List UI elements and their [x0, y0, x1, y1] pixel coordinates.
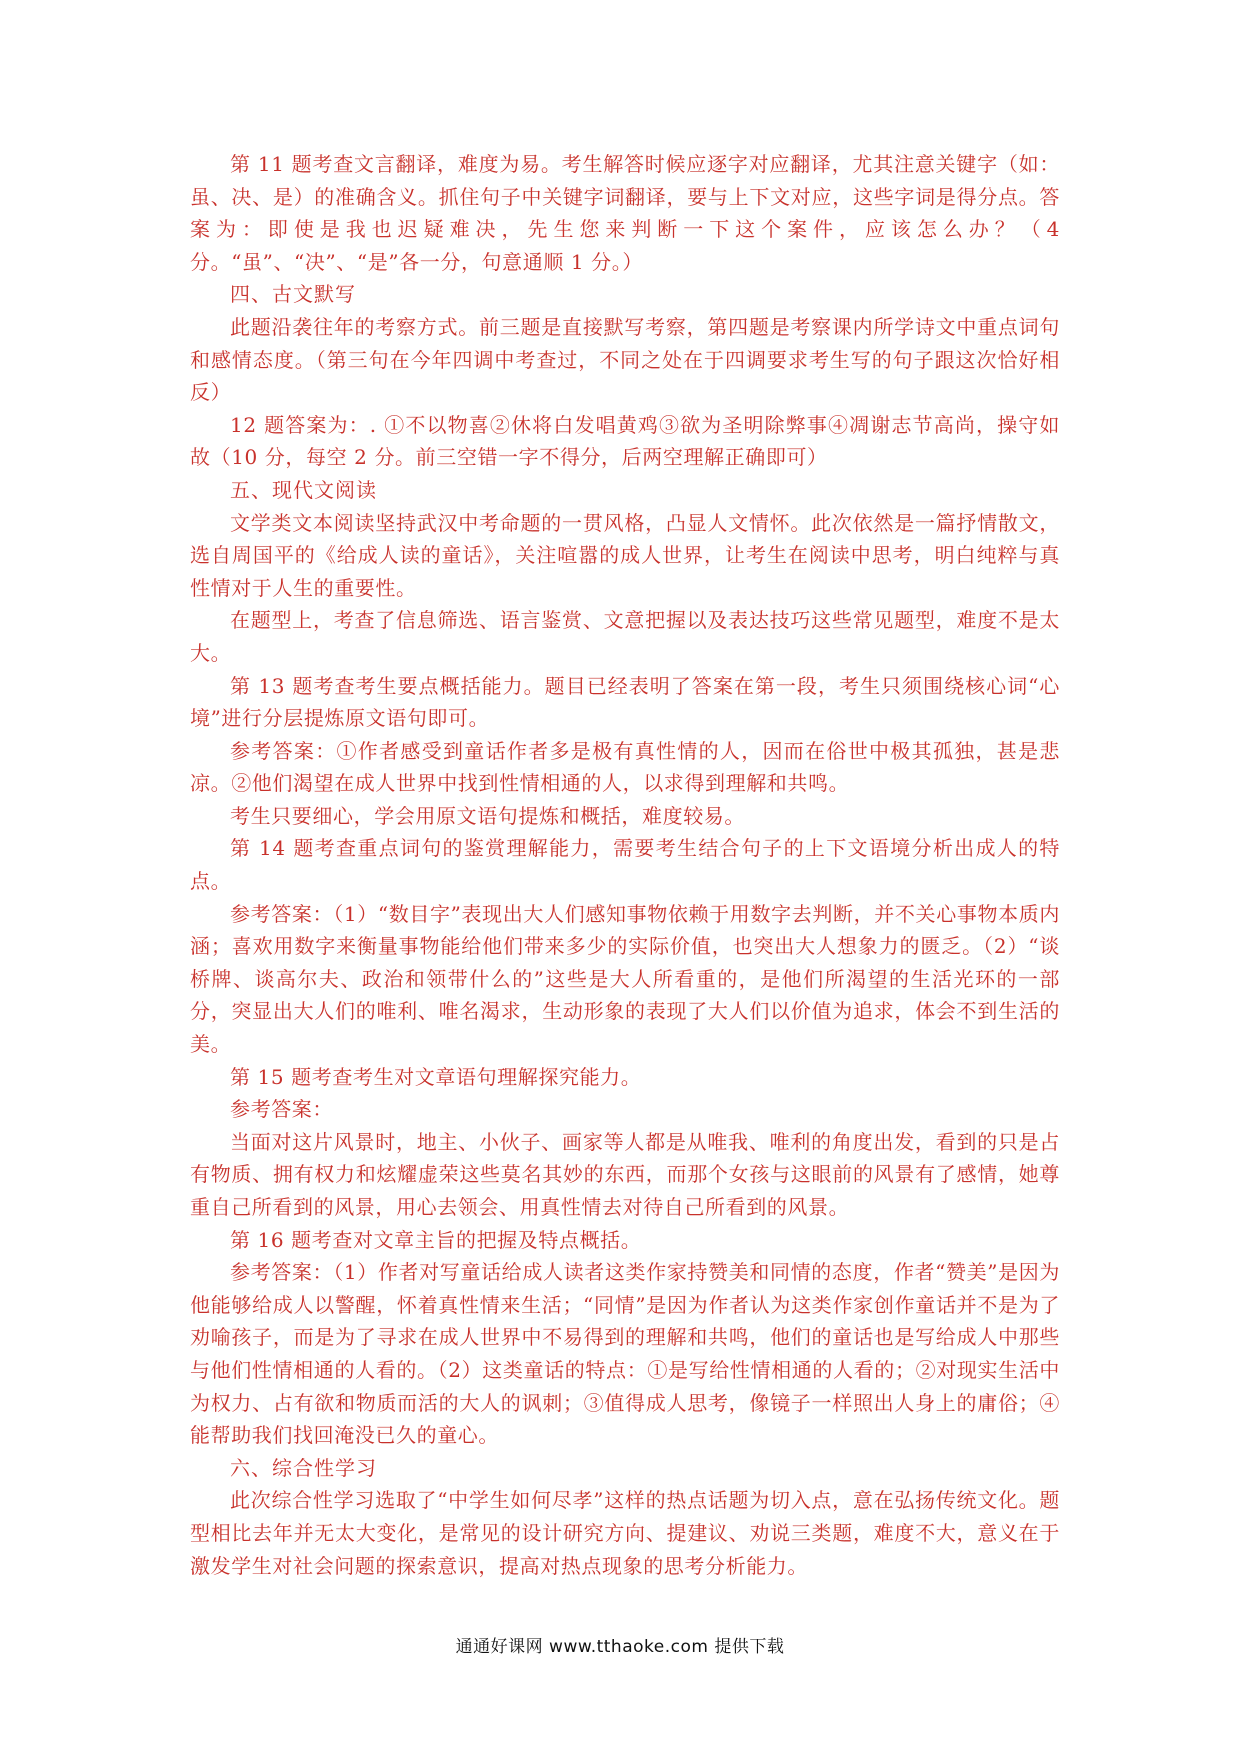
- section-heading-classical-recitation: 四、古文默写: [230, 282, 356, 307]
- paragraph-q16-answer: 参考答案：（1）作者对写童话给成人读者这类作家持赞美和同情的态度，作者“赞美”是因为他能够给成人以警醒，怀着真性情来生活；“同情”是因为作者认为这类作家创作童话并不是为了劝喻孩子，而是为了寻求在成人世界中不易得到的理解和共鸣，他们的童话也是写给成人中那些与他们性情相通的人看的。（2）这类童话的特点：①是写给性情相通的人看的；②对现实生活中为权力、占有欲和物质而活的大人的讽刺；③值得成人思考，像镜子一样照出人身上的庸俗；④能帮助我们找回淹没已久的童心。: [190, 1260, 1060, 1448]
- paragraph-q15-answer-label: 参考答案：: [230, 1097, 333, 1122]
- section-heading-comprehensive-learning: 六、综合性学习: [230, 1455, 377, 1480]
- paragraph-q16: 第 16 题考查对文章主旨的把握及特点概括。: [230, 1227, 642, 1252]
- paragraph-q14: 第 14 题考查重点词句的鉴赏理解能力，需要考生结合句子的上下文语境分析出成人的特点。: [190, 836, 1060, 894]
- paragraph-question-types: 在题型上，考查了信息筛选、语言鉴赏、文意把握以及表达技巧这些常见题型，难度不是太大。: [190, 608, 1060, 665]
- document-body: [190, 148, 1060, 1582]
- paragraph-q13-answer: 参考答案：①作者感受到童话作者多是极有真性情的人，因而在俗世中极其孤独，甚是悲凉。②他们渴望在成人世界中找到性情相通的人，以求得到理解和共鸣。: [190, 738, 1060, 796]
- paragraph-q13-note: 考生只要细心，学会用原文语句提炼和概括，难度较易。: [230, 803, 745, 828]
- page-footer: 通通好课网 www.tthaoke.com 提供下载: [455, 1637, 785, 1657]
- paragraph-q15: 第 15 题考查考生对文章语句理解探究能力。: [230, 1064, 642, 1089]
- paragraph-reading-overview: 文学类文本阅读坚持武汉中考命题的一贯风格，凸显人文情怀。此次依然是一篇抒情散文，选自周国平的《给成人读的童话》，关注喧嚣的成人世界，让考生在阅读中思考，明白纯粹与真性情对于人生的重要性。: [190, 510, 1060, 600]
- paragraph-comprehensive-overview: 此次综合性学习选取了“中学生如何尽孝”这样的热点话题为切入点，意在弘扬传统文化。题型相比去年并无太大变化，是常见的设计研究方向、提建议、劝说三类题，难度不大，意义在于激发学生对社会问题的探索意识，提高对热点现象的思考分析能力。: [190, 1488, 1060, 1578]
- paragraph-q12-answer: 12 题答案为：. ①不以物喜②休将白发唱黄鸡③欲为圣明除弊事④凋谢志节高尚，操守如故（10 分，每空 2 分。前三空错一字不得分，后两空理解正确即可）: [190, 412, 1060, 470]
- section-heading-modern-reading: 五、现代文阅读: [230, 477, 377, 502]
- paragraph-recitation-overview: 此题沿袭往年的考察方式。前三题是直接默写考察，第四题是考察课内所学诗文中重点词句和感情态度。（第三句在今年四调中考查过，不同之处在于四调要求考生写的句子跟这次恰好相反）: [190, 314, 1060, 405]
- paragraph-q14-answer: 参考答案：（1）“数目字”表现出大人们感知事物依赖于用数字去判断，并不关心事物本质内涵；喜欢用数字来衡量事物能给他们带来多少的实际价值，也突出大人想象力的匮乏。（2）“谈桥牌、谈高尔夫、政治和领带什么的”这些是大人所看重的，是他们所渴望的生活光环的一部分，突显出大人们的唯利、唯名渴求，生动形象的表现了大人们以价值为追求，体会不到生活的美。: [190, 901, 1060, 1057]
- paragraph-q15-answer: 当面对这片风景时，地主、小伙子、画家等人都是从唯我、唯利的角度出发，看到的只是占有物质、拥有权力和炫耀虚荣这些莫名其妙的东西，而那个女孩与这眼前的风景有了感情，她尊重自己所看到的风景，用心去领会、用真性情去对待自己所看到的风景。: [190, 1129, 1060, 1219]
- paragraph-q13: 第 13 题考查考生要点概括能力。题目已经表明了答案在第一段，考生只须围绕核心词“心境”进行分层提炼原文语句即可。: [190, 673, 1060, 731]
- paragraph-q11-translation: 第 11 题考查文言翻译，难度为易。考生解答时候应逐字对应翻译，尤其注意关键字（如：虽、决、是）的准确含义。抓住句子中关键字词翻译，要与上下文对应，这些字词是得分点。答案为：即使是我也迟疑难决，先生您来判断一下这个案件，应该怎么办？（4 分。“虽”、“决”、“是”各一分，句意通顺 1 分。）: [190, 152, 1060, 274]
